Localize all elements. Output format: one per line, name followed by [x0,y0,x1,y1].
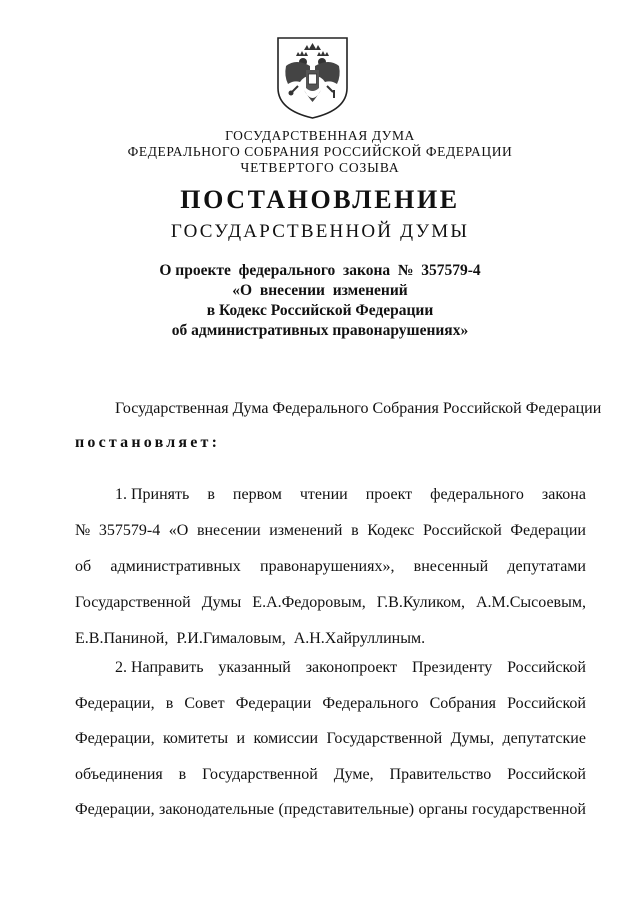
text-word: органы [418,801,468,818]
subject-line-1: О проекте федерального закона № 357579-4 [159,262,481,279]
text-word: Кодекс [367,522,415,539]
text-word: административных [110,558,241,575]
text-word: Е.В.Паниной, [75,630,169,647]
text-word: внесении [196,522,261,539]
text-word: Думы, [450,730,495,747]
text-word: закона [541,486,586,503]
text-word: комитеты [162,730,229,747]
text-word: Федерации, [75,694,155,712]
text-word: Федерации [235,694,312,712]
text-word: федерального [430,486,524,503]
text-word: изменений [269,522,343,539]
text-word: Федерации, [75,730,155,747]
document-type-title: ПОСТАНОВЛЕНИЕ [180,185,460,214]
text-word: 1. Принять [115,486,190,503]
text-word: Федерации, [75,801,155,818]
text-word: Думе, [333,765,374,783]
paragraph-2 [75,657,586,835]
subject-line-4: об административных правонарушениях» [171,322,469,339]
text-line [75,657,586,679]
text-word: Российской [507,694,586,712]
text-word: депутатские [502,730,586,747]
text-word: Российской [422,522,502,539]
text-word: Российской [507,659,586,676]
text-word: внесенный [413,558,489,575]
text-word: Правительство [389,765,492,783]
paragraph-1 [75,484,586,664]
text-line [75,520,586,542]
text-word: А.Н.Хайруллиным. [293,630,426,647]
text-line [75,628,586,650]
text-word: Совет [184,694,225,712]
text-word: Федерации [510,522,586,539]
text-line [75,764,586,786]
text-word: указанный [218,659,291,676]
text-line [75,484,586,506]
text-word: Р.И.Гималовым, [176,630,286,647]
text-word: законопроект [305,659,398,676]
text-word: Государственной [202,765,318,783]
resolves-word: постановляет: [75,434,221,451]
preamble-text: Государственная Дума Федерального Собрания Российской Федерации [115,400,602,417]
text-word: Е.А.Федоровым, [252,594,366,611]
coat-of-arms-emblem [276,36,349,120]
text-line [75,556,586,578]
text-line [75,728,586,750]
text-word: № [75,522,91,539]
text-word: правонарушениях», [260,558,395,575]
text-word: «О [168,522,189,539]
text-word: государственной [471,801,586,818]
subject-line-3: в Кодекс Российской Федерации [206,302,434,319]
text-word: в [178,765,187,783]
text-word: первом [232,486,282,503]
text-word: Государственной [75,594,191,611]
text-line [75,799,586,821]
text-word: Президенту [411,659,493,676]
issuing-authority-header [0,128,640,176]
header-line-3: ЧЕТВЕРТОГО СОЗЫВА [240,160,400,175]
text-word: Г.В.Куликом, [376,594,465,611]
text-word: комиссии [253,730,319,747]
text-word: Российской [507,765,586,783]
text-word: 357579-4 [98,522,161,539]
text-word: в [207,486,215,503]
text-line [75,592,586,614]
text-word: проект [365,486,413,503]
text-word: Собрания [429,694,496,712]
text-word: Федерального [322,694,419,712]
text-word: депутатами [507,558,586,575]
text-word: А.М.Сысоевым, [475,594,586,611]
russian-coat-of-arms-icon [276,36,349,120]
text-word: 2. Направить [115,659,204,676]
text-word: объединения [75,765,163,783]
text-word: об [75,558,92,575]
text-word: в [165,694,174,712]
text-word: в [351,522,359,539]
header-line-2: ФЕДЕРАЛЬНОГО СОБРАНИЯ РОССИЙСКОЙ ФЕДЕРАЦИИ [127,144,513,159]
text-word: Государственной [326,730,443,747]
text-word: и [236,730,246,747]
document-organization-title: ГОСУДАРСТВЕННОЙ ДУМЫ [170,221,470,242]
text-line [75,693,586,715]
text-word: Думы [201,594,242,611]
resolution-subject [0,261,640,341]
text-word: законодательные [159,801,275,818]
text-word: чтении [299,486,348,503]
header-line-1: ГОСУДАРСТВЕННАЯ ДУМА [225,128,415,143]
subject-line-2: «О внесении изменений [232,282,408,299]
text-word: (представительные) [278,801,415,818]
